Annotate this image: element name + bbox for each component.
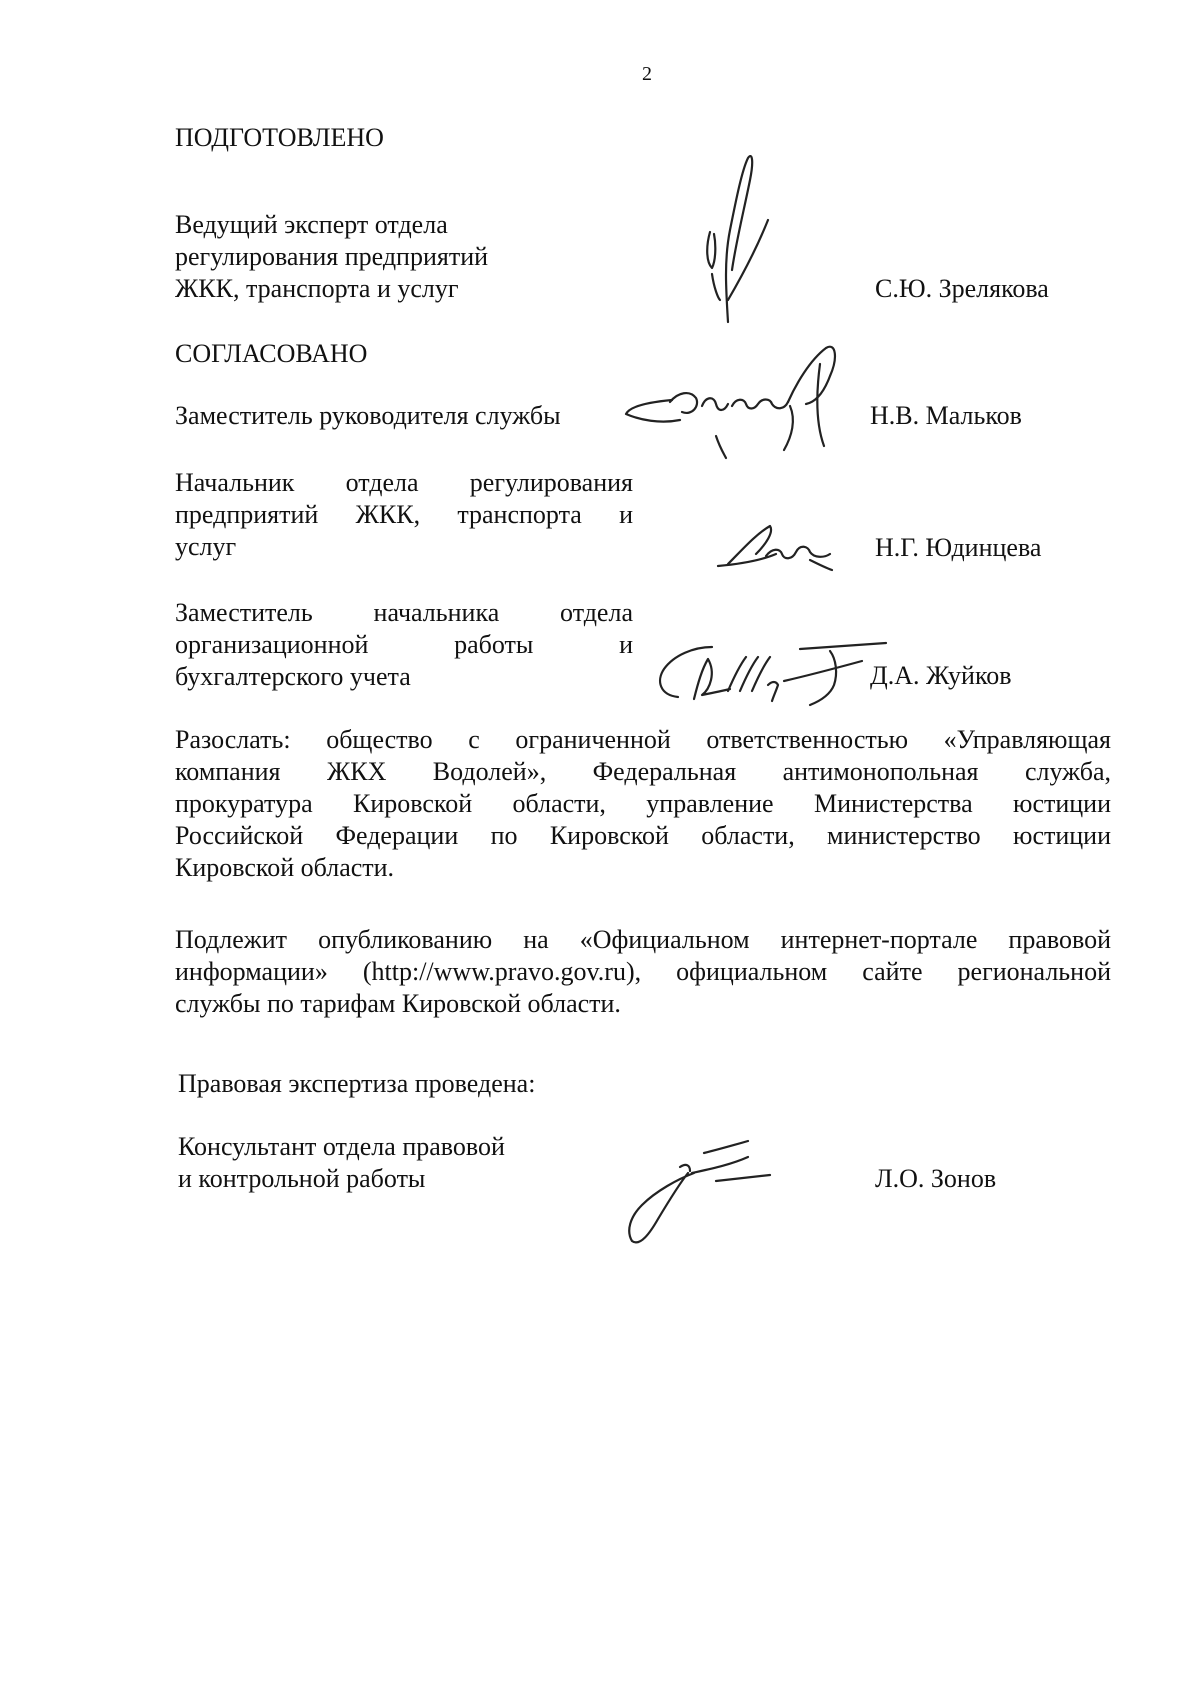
distribution-line: Российской Федерации по Кировской области, министерство юстиции <box>175 821 1111 850</box>
agreed-signer-position-line: Заместитель руководителя службы <box>175 401 561 430</box>
distribution-line: прокуратура Кировской области, управление Министерства юстиции <box>175 789 1111 818</box>
prepared-position-line: Ведущий эксперт отдела <box>175 210 448 239</box>
agreed-signer-position-line: бухгалтерского учета <box>175 662 411 691</box>
publication-line: Подлежит опубликованию на «Официальном интернет-портале правовой <box>175 925 1111 954</box>
agreed-signer-name: Н.Г. Юдинцева <box>875 533 1042 562</box>
prepared-position <box>175 209 488 305</box>
agreed-signer-position <box>175 400 561 432</box>
legal-review-signer-name: Л.О. Зонов <box>875 1164 997 1193</box>
distribution-line: Разослать: общество с ограниченной ответственностью «Управляющая <box>175 725 1111 754</box>
signature-zonov <box>620 1135 780 1250</box>
agreed-signer-position-line: услуг <box>175 532 237 561</box>
distribution-paragraph <box>175 724 1111 884</box>
legal-review-position-line: и контрольной работы <box>178 1164 426 1193</box>
page-number: 2 <box>642 63 652 85</box>
publication-line: службы по тарифам Кировской области. <box>175 989 621 1018</box>
agreed-signer-position-line: предприятий ЖКК, транспорта и <box>175 500 633 529</box>
signature-malkov <box>620 340 910 480</box>
signature-zrelyakova <box>690 150 790 335</box>
agreed-signer-position-line: организационной работы и <box>175 630 633 659</box>
agreed-signer-position <box>175 467 633 563</box>
prepared-signer-name: С.Ю. Зрелякова <box>875 274 1049 303</box>
distribution-line: компания ЖКХ Водолей», Федеральная антимонопольная служба, <box>175 757 1111 786</box>
signature-yudintseva <box>710 520 840 580</box>
agreed-signer-name: Д.А. Жуйков <box>870 661 1012 690</box>
agreed-signer-position <box>175 597 633 693</box>
publication-line: информации» (http://www.pravo.gov.ru), официальном сайте региональной <box>175 957 1111 986</box>
prepared-position-line: регулирования предприятий <box>175 242 489 271</box>
agreed-heading: СОГЛАСОВАНО <box>175 339 368 368</box>
agreed-signer-position-line: Начальник отдела регулирования <box>175 468 633 497</box>
legal-review-heading: Правовая экспертиза проведена: <box>178 1069 536 1098</box>
prepared-heading: ПОДГОТОВЛЕНО <box>175 123 384 152</box>
agreed-signer-name: Н.В. Мальков <box>870 401 1022 430</box>
signature-zhuikov <box>650 625 910 715</box>
prepared-position-line: ЖКК, транспорта и услуг <box>175 274 459 303</box>
distribution-line: Кировской области. <box>175 853 395 882</box>
legal-review-position <box>178 1131 505 1195</box>
legal-review-position-line: Консультант отдела правовой <box>178 1132 505 1161</box>
publication-paragraph <box>175 924 1111 1020</box>
agreed-signer-position-line: Заместитель начальника отдела <box>175 598 633 627</box>
